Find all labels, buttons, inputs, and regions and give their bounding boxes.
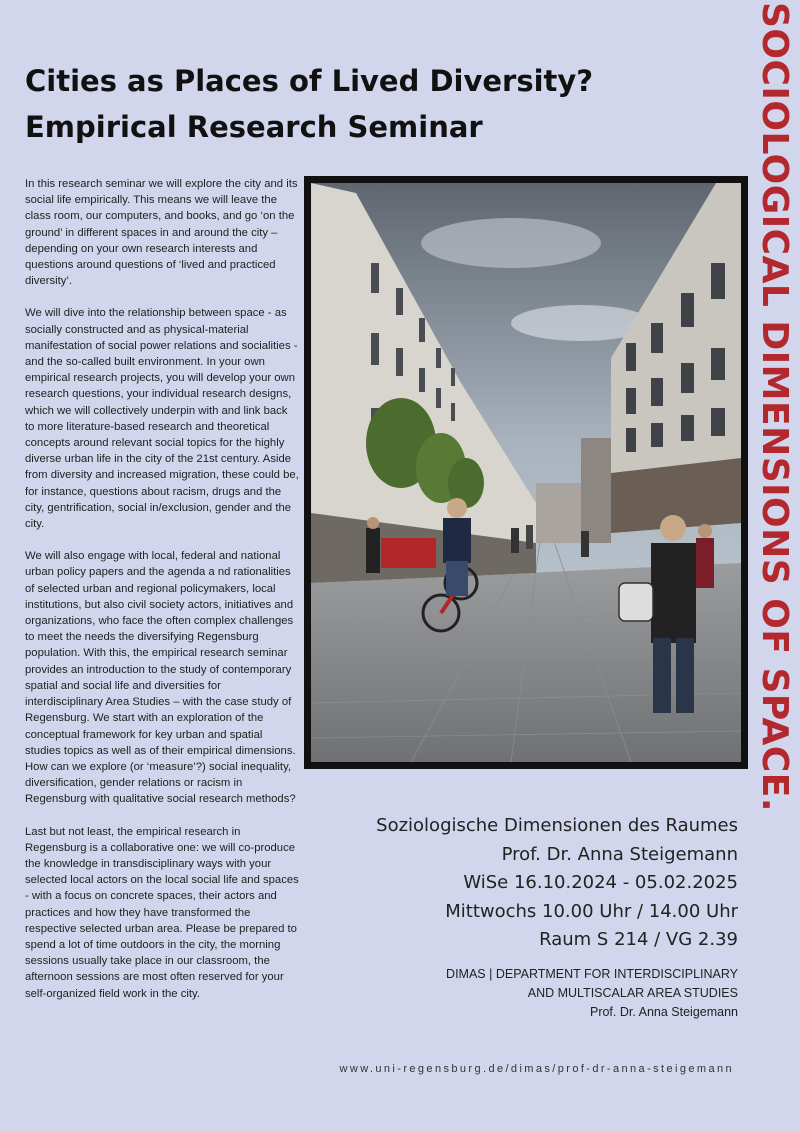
page-title [25, 58, 665, 150]
semester-dates: WiSe 16.10.2024 - 05.02.2025 [463, 872, 738, 893]
department-line-2: AND MULTISCALAR AREA STUDIES [527, 985, 738, 1000]
department-block [330, 965, 738, 1022]
description [25, 176, 300, 1018]
street-scene-image [311, 183, 741, 762]
side-banner [752, 2, 796, 1127]
course-title: Soziologische Dimensionen des Raumes [376, 815, 738, 836]
meeting-times: Mittwochs 10.00 Uhr / 14.00 Uhr [445, 900, 738, 922]
paragraph-4: Last but not least, the empirical research in Regensburg is a collaborative one: we will co-produce the knowledge in transdisciplinary ways with your selected local actors on the local social life and spaces - with a focus on concrete spaces, their actors and practices and how they have transformed the respective selected urban area. Please be prepared to spend a lot of time outdoors in the city, the morning sessions usually take place in our classroom, the afternoon sessions are most often reserved for your self-organized field work in the city. [25, 825, 299, 1000]
website-link[interactable]: www.uni-regensburg.de/dimas/prof-dr-anna-steigemann [339, 1063, 734, 1075]
course-info [330, 812, 738, 1022]
side-banner-text: SOCIOLOGICAL DIMENSIONS OF SPACE. [754, 2, 795, 813]
rooms: Raum S 214 / VG 2.39 [539, 929, 738, 950]
department-line-1: DIMAS | DEPARTMENT FOR INTERDISCIPLINARY [446, 966, 738, 981]
paragraph-1: In this research seminar we will explore the city and its social life empirically. This means we will leave the class room, our computers, and books, and go ‘on the ground’ in different spaces in and around the city – depending on your own research interests and questions around questions of ‘lived and practiced diversity’. [25, 178, 298, 288]
department-contact: Prof. Dr. Anna Steigemann [589, 1004, 738, 1019]
instructor: Prof. Dr. Anna Steigemann [501, 843, 738, 865]
paragraph-3: We will also engage with local, federal and national urban policy papers and the agenda a nd rationalities of selected urban and regional policymakers, local institutions, but also civil society actors, initiatives and organizations, who face the often complex challenges to meet the needs the diversifying Regensburg population. With this, the empirical research seminar provides an introduction to the study of contemporary spatial and social life and diversities for interdisciplinary Area Studies – with the case study of Regensburg. We start with an exploration of the conceptual framework for key urban and spatial studies topics as well as of their empirical dimensions. How can we explore (or ‘measure’?) social inequality, diversification, gender relations or racism in Regensburg with qualitative social research methods? [25, 550, 296, 806]
paragraph-2: We will dive into the relationship between space - as socially constructed and as physical-material manifestation of social power relations and socialities - and the so-called built environment. In your own empirical research projects, you will develop your own research questions, your individual research designs, which we will collectively underpin with and link back to more literature-based research and theoretical concepts around relevant social topics for the highly diverse urban life in the city of the 21st century. Aside from diversity and increased migration, these could be, for instance, questions about racism, drugs and the city, gentrification, social in/exclusion, gender and the city. [25, 307, 299, 531]
title-line-1: Cities as Places of Lived Diversity? [25, 64, 594, 98]
title-line-2: Empirical Research Seminar [25, 110, 483, 144]
street-photo [304, 176, 748, 769]
